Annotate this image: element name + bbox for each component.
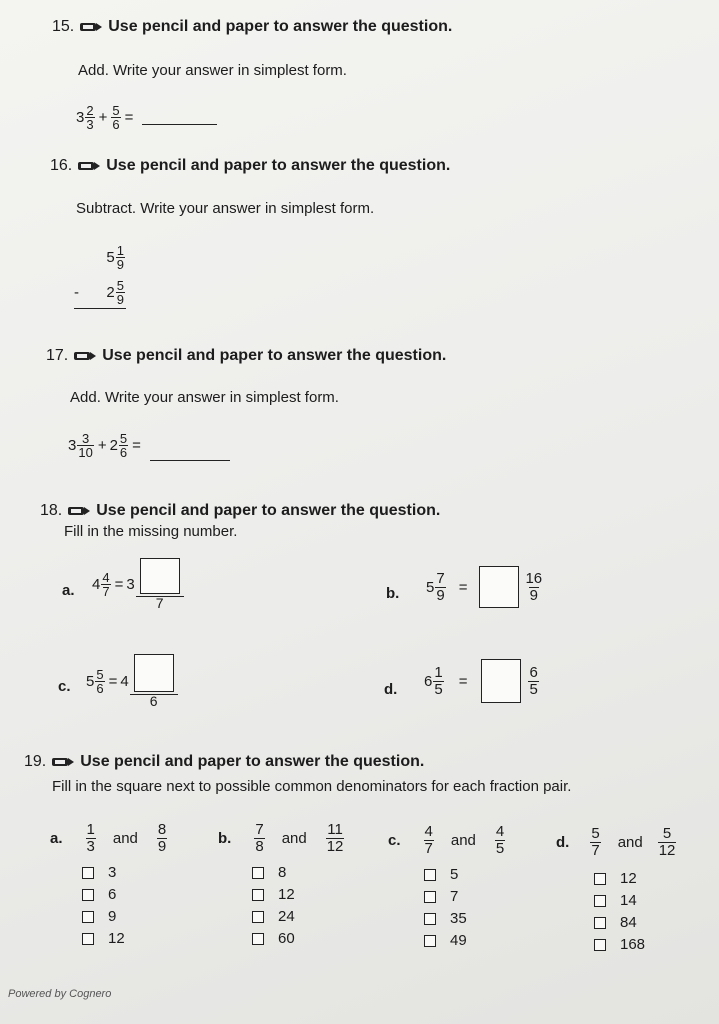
option[interactable] xyxy=(252,884,295,906)
denominator: 5 xyxy=(529,680,538,698)
checkbox[interactable] xyxy=(252,867,264,879)
fraction xyxy=(101,571,110,598)
fraction xyxy=(95,668,104,695)
checkbox[interactable] xyxy=(424,935,436,947)
q18-instruction: Fill in the missing number. xyxy=(64,523,238,540)
numerator: 7 xyxy=(255,821,264,838)
equals-sign: = xyxy=(458,578,468,596)
q18-title: Use pencil and paper to answer the question. xyxy=(96,502,441,519)
checkbox[interactable] xyxy=(252,933,264,945)
numerator: 4 xyxy=(424,823,433,840)
option-label: 12 xyxy=(620,870,637,887)
option-label: 12 xyxy=(108,930,125,947)
missing-number-box[interactable] xyxy=(134,654,174,692)
option[interactable] xyxy=(252,862,295,884)
numerator: 6 xyxy=(529,663,538,681)
missing-fraction xyxy=(136,558,184,610)
q19-d-pair xyxy=(556,826,677,859)
fraction xyxy=(77,432,93,459)
numerator: 5 xyxy=(591,825,600,842)
denominator: 8 xyxy=(255,838,264,855)
option[interactable] xyxy=(82,884,125,906)
denominator: 9 xyxy=(157,838,167,855)
checkbox[interactable] xyxy=(424,869,436,881)
pencil-icon xyxy=(74,351,96,361)
q17-header xyxy=(46,347,446,365)
option[interactable] xyxy=(594,890,645,912)
fraction xyxy=(424,824,434,857)
whole-number: 2 xyxy=(109,437,118,454)
q15-title: Use pencil and paper to answer the question. xyxy=(108,18,453,35)
q18-header xyxy=(40,502,440,520)
and-label: and xyxy=(617,834,643,851)
denominator: 7 xyxy=(424,840,433,857)
q19-title: Use pencil and paper to answer the question. xyxy=(80,753,425,770)
whole-number: 6 xyxy=(424,672,433,690)
q16-header xyxy=(50,157,450,175)
option[interactable] xyxy=(252,906,295,928)
q19-d-letter: d. xyxy=(556,834,570,851)
option-label: 49 xyxy=(450,932,467,949)
numerator: 1 xyxy=(86,821,95,838)
option[interactable] xyxy=(252,928,295,950)
fraction xyxy=(85,104,94,131)
numerator: 3 xyxy=(81,431,90,446)
q18-b-letter: b. xyxy=(386,585,400,602)
denominator: 3 xyxy=(86,117,94,132)
numerator: 8 xyxy=(157,821,167,838)
equals-sign: = xyxy=(114,575,124,593)
q17-instruction: Add. Write your answer in simplest form. xyxy=(70,389,339,406)
option[interactable] xyxy=(424,930,467,952)
answer-blank[interactable] xyxy=(150,446,230,461)
option[interactable] xyxy=(594,912,645,934)
denominator: 9 xyxy=(116,292,124,307)
q18-c-expression xyxy=(86,654,179,708)
pencil-icon xyxy=(80,22,102,32)
option-label: 6 xyxy=(108,886,117,903)
whole-number: 4 xyxy=(120,672,129,690)
checkbox[interactable] xyxy=(82,933,94,945)
q16-vertical-subtraction xyxy=(74,244,126,309)
numerator: 7 xyxy=(436,569,445,587)
missing-fraction xyxy=(130,654,178,708)
q17-expression xyxy=(68,430,230,461)
option[interactable] xyxy=(82,928,125,950)
q18-number: 18. xyxy=(40,502,63,519)
q16-title: Use pencil and paper to answer the question. xyxy=(106,157,451,174)
q19-header xyxy=(24,753,424,771)
denominator: 7 xyxy=(136,596,184,610)
option-label: 168 xyxy=(620,936,646,953)
q19-d-options xyxy=(594,868,645,956)
q16-instruction: Subtract. Write your answer in simplest form. xyxy=(76,200,375,217)
option-label: 35 xyxy=(450,910,467,927)
fraction xyxy=(111,104,120,131)
denominator: 9 xyxy=(116,257,124,272)
checkbox[interactable] xyxy=(82,867,94,879)
equals-sign: = xyxy=(458,672,468,690)
option[interactable] xyxy=(424,864,467,886)
checkbox[interactable] xyxy=(594,917,606,929)
q18-a-letter: a. xyxy=(62,582,75,599)
fraction xyxy=(119,432,128,459)
q19-a-letter: a. xyxy=(50,830,63,847)
option[interactable] xyxy=(594,868,645,890)
checkbox[interactable] xyxy=(424,891,436,903)
whole-number: 5 xyxy=(106,249,115,266)
equals-sign: = xyxy=(132,437,141,454)
equals-sign: = xyxy=(108,672,118,690)
operator: - xyxy=(74,284,79,301)
denominator: 6 xyxy=(119,445,128,460)
checkbox[interactable] xyxy=(252,911,264,923)
denominator: 3 xyxy=(86,838,95,855)
fraction xyxy=(433,665,443,698)
fraction xyxy=(435,571,445,604)
denominator: 6 xyxy=(96,680,104,696)
option[interactable] xyxy=(82,906,125,928)
q18-a-expression xyxy=(92,558,185,610)
option-label: 60 xyxy=(278,930,295,947)
numerator: 2 xyxy=(86,103,94,118)
q18-c-letter: c. xyxy=(58,678,71,695)
q19-c-letter: c. xyxy=(388,832,401,849)
checkbox[interactable] xyxy=(594,939,606,951)
option-label: 5 xyxy=(450,866,459,883)
q15-header xyxy=(52,18,452,36)
denominator: 6 xyxy=(130,694,178,708)
whole-number: 5 xyxy=(86,672,95,690)
denominator: 7 xyxy=(102,583,110,599)
q19-instruction: Fill in the square next to possible common denominators for each fraction pair. xyxy=(52,778,572,795)
option[interactable] xyxy=(424,886,467,908)
q15-number: 15. xyxy=(52,18,75,35)
whole-number: 3 xyxy=(126,575,135,593)
whole-number: 3 xyxy=(68,437,77,454)
numerator: 1 xyxy=(434,663,443,681)
q19-c-pair xyxy=(388,824,506,857)
denominator: 12 xyxy=(658,842,676,859)
option-label: 8 xyxy=(278,864,287,881)
numerator: 5 xyxy=(119,431,128,446)
q19-a-pair xyxy=(50,822,168,855)
q18-b-expression xyxy=(426,566,544,608)
denominator: 9 xyxy=(529,586,538,604)
checkbox[interactable] xyxy=(594,895,606,907)
option[interactable] xyxy=(594,934,645,956)
answer-blank[interactable] xyxy=(142,110,217,125)
q18-d-expression xyxy=(424,659,540,703)
fraction xyxy=(326,822,345,855)
q19-b-pair xyxy=(218,822,345,855)
denominator: 12 xyxy=(326,838,344,855)
denominator: 7 xyxy=(591,842,600,859)
checkbox[interactable] xyxy=(594,873,606,885)
equals-sign: = xyxy=(124,109,134,126)
operator: + xyxy=(97,437,107,454)
q15-instruction: Add. Write your answer in simplest form. xyxy=(78,62,347,79)
whole-number: 4 xyxy=(92,575,101,593)
q17-number: 17. xyxy=(46,347,69,364)
fraction xyxy=(254,822,264,855)
numerator: 5 xyxy=(116,278,124,293)
denominator: 5 xyxy=(495,840,505,857)
fraction xyxy=(658,826,677,859)
numerator: 5 xyxy=(662,825,672,842)
and-label: and xyxy=(450,832,476,849)
option-label: 24 xyxy=(278,908,295,925)
operator: + xyxy=(98,109,108,126)
q19-b-options xyxy=(252,862,295,950)
and-label: and xyxy=(112,830,138,847)
fraction xyxy=(157,822,167,855)
pencil-icon xyxy=(52,757,74,767)
option-label: 14 xyxy=(620,892,637,909)
fraction xyxy=(495,824,505,857)
numerator: 4 xyxy=(495,823,505,840)
checkbox[interactable] xyxy=(252,889,264,901)
fraction xyxy=(528,665,538,698)
denominator: 6 xyxy=(112,117,120,132)
checkbox[interactable] xyxy=(82,911,94,923)
fraction xyxy=(116,279,125,306)
numerator: 16 xyxy=(525,569,543,587)
answer-line[interactable] xyxy=(74,308,126,309)
fraction xyxy=(116,244,125,271)
q19-b-letter: b. xyxy=(218,830,232,847)
denominator: 5 xyxy=(434,680,443,698)
option[interactable] xyxy=(82,862,125,884)
checkbox[interactable] xyxy=(424,913,436,925)
missing-number-box[interactable] xyxy=(140,558,180,594)
denominator: 9 xyxy=(436,586,445,604)
numerator: 11 xyxy=(327,821,343,838)
fraction xyxy=(86,822,96,855)
q19-a-options xyxy=(82,862,125,950)
numerator: 5 xyxy=(112,103,120,118)
q15-expression xyxy=(76,104,217,131)
missing-number-box[interactable] xyxy=(481,659,521,703)
numerator: 1 xyxy=(116,243,124,258)
checkbox[interactable] xyxy=(82,889,94,901)
numerator: 5 xyxy=(96,666,104,682)
denominator: 10 xyxy=(78,445,93,460)
option-label: 3 xyxy=(108,864,117,881)
q19-number: 19. xyxy=(24,753,47,770)
q19-c-options xyxy=(424,864,467,952)
option-label: 7 xyxy=(450,888,459,905)
whole-number: 2 xyxy=(106,284,115,301)
and-label: and xyxy=(281,830,307,847)
pencil-icon xyxy=(78,161,100,171)
missing-number-box[interactable] xyxy=(479,566,519,608)
whole-number: 5 xyxy=(426,578,435,596)
q17-title: Use pencil and paper to answer the question. xyxy=(102,347,447,364)
q18-d-letter: d. xyxy=(384,681,398,698)
whole-number: 3 xyxy=(76,109,85,126)
option-label: 9 xyxy=(108,908,117,925)
powered-by-footer: Powered by Cognero xyxy=(8,988,112,1000)
numerator: 4 xyxy=(102,569,110,585)
option-label: 12 xyxy=(278,886,295,903)
pencil-icon xyxy=(68,506,90,516)
fraction xyxy=(524,571,543,604)
option-label: 84 xyxy=(620,914,637,931)
q16-number: 16. xyxy=(50,157,73,174)
fraction xyxy=(590,826,600,859)
option[interactable] xyxy=(424,908,467,930)
